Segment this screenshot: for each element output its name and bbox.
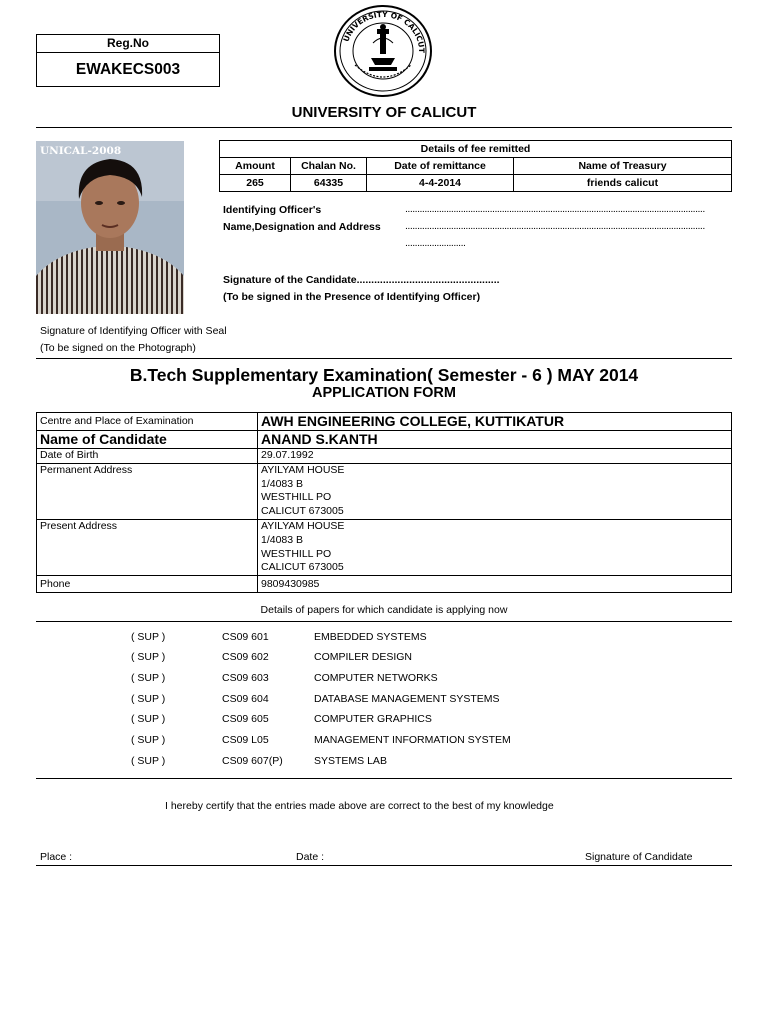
papers-caption: Details of papers for which candidate is applying now <box>260 604 508 616</box>
fee-header: Amount <box>220 158 291 175</box>
form-subtitle: APPLICATION FORM <box>312 385 456 401</box>
paper-code: CS09 607(P) <box>222 755 283 767</box>
paper-type: ( SUP ) <box>131 734 166 746</box>
university-name: UNIVERSITY OF CALICUT <box>291 104 477 121</box>
name-value: ANAND S.KANTH <box>258 431 732 449</box>
photo-sign-note: (To be signed on the Photograph) <box>40 342 196 354</box>
paper-name: COMPUTER NETWORKS <box>314 672 438 684</box>
reg-no-value: EWAKECS003 <box>75 61 181 78</box>
permanent-address-value <box>258 463 732 519</box>
name-label: Name of Candidate <box>37 431 258 449</box>
fee-chalan: 64335 <box>291 175 367 192</box>
candidate-signature-label: Signature of Candidate <box>585 851 693 863</box>
centre-value: AWH ENGINEERING COLLEGE, KUTTIKATUR <box>258 413 732 431</box>
divider <box>36 358 732 359</box>
fee-date: 4-4-2014 <box>367 175 514 192</box>
address-line: CALICUT 673005 <box>261 505 344 518</box>
divider <box>36 621 732 622</box>
dob-label: Date of Birth <box>37 449 258 464</box>
candidate-signature-line: Signature of the Candidate................................................. <box>223 274 500 286</box>
fee-header: Chalan No. <box>291 158 367 175</box>
reg-no-box <box>36 34 220 87</box>
paper-name: DATABASE MANAGEMENT SYSTEMS <box>314 693 500 705</box>
present-address-value <box>258 519 732 575</box>
address-line: WESTHILL PO <box>261 491 332 504</box>
photo-watermark: UNICAL-2008 <box>40 145 122 157</box>
svg-text:UNIVERSITY OF CALICUT: UNIVERSITY OF CALICUT <box>341 9 427 54</box>
paper-name: SYSTEMS LAB <box>314 755 387 767</box>
officer-label-line1: Identifying Officer's <box>223 204 322 216</box>
officer-dots-3: ......................... <box>405 237 466 249</box>
fee-header: Date of remittance <box>367 158 514 175</box>
presence-note: (To be signed in the Presence of Identifying Officer) <box>223 291 481 303</box>
address-line: AYILYAM HOUSE <box>261 463 345 476</box>
divider <box>36 127 732 128</box>
paper-code: CS09 605 <box>222 713 269 725</box>
date-label: Date : <box>296 851 325 863</box>
officer-dots-1: ............................................................................................................................ <box>405 203 705 215</box>
centre-label: Centre and Place of Examination <box>37 413 258 431</box>
address-line: 1/4083 B <box>261 533 304 546</box>
paper-name: MANAGEMENT INFORMATION SYSTEM <box>314 734 511 746</box>
paper-type: ( SUP ) <box>131 693 166 705</box>
place-label: Place : <box>40 851 73 863</box>
present-address-label: Present Address <box>37 519 258 575</box>
paper-code: CS09 602 <box>222 651 269 663</box>
divider <box>36 778 732 779</box>
fee-treasury: friends calicut <box>514 175 732 192</box>
officer-seal-note: Signature of Identifying Officer with Seal <box>40 325 227 337</box>
address-line: 1/4083 B <box>261 477 304 490</box>
paper-name: EMBEDDED SYSTEMS <box>314 631 427 643</box>
paper-type: ( SUP ) <box>131 672 166 684</box>
paper-type: ( SUP ) <box>131 651 166 663</box>
address-line: AYILYAM HOUSE <box>261 519 345 532</box>
fee-amount: 265 <box>220 175 291 192</box>
paper-type: ( SUP ) <box>131 713 166 725</box>
reg-no-label: Reg.No <box>37 35 219 53</box>
dob-value: 29.07.1992 <box>258 449 732 464</box>
fee-table <box>219 140 732 192</box>
paper-code: CS09 L05 <box>222 734 269 746</box>
certification-statement: I hereby certify that the entries made above are correct to the best of my knowledge <box>165 800 554 812</box>
paper-code: CS09 601 <box>222 631 269 643</box>
divider <box>36 865 732 866</box>
exam-title: B.Tech Supplementary Examination( Semester - 6 ) MAY 2014 <box>129 365 639 385</box>
fee-caption: Details of fee remitted <box>220 141 732 158</box>
phone-value: 9809430985 <box>258 576 732 593</box>
university-seal-icon <box>333 3 433 99</box>
permanent-address-label: Permanent Address <box>37 463 258 519</box>
paper-name: COMPUTER GRAPHICS <box>314 713 432 725</box>
address-line: CALICUT 673005 <box>261 561 344 574</box>
paper-type: ( SUP ) <box>131 631 166 643</box>
officer-label-line2: Name,Designation and Address <box>223 221 381 233</box>
candidate-photo <box>36 141 184 314</box>
officer-dots-2: ............................................................................................................................ <box>405 220 705 232</box>
paper-code: CS09 604 <box>222 693 269 705</box>
fee-header: Name of Treasury <box>514 158 732 175</box>
address-line: WESTHILL PO <box>261 547 332 560</box>
paper-type: ( SUP ) <box>131 755 166 767</box>
phone-label: Phone <box>37 576 258 593</box>
paper-code: CS09 603 <box>222 672 269 684</box>
candidate-details-table <box>36 412 732 593</box>
paper-name: COMPILER DESIGN <box>314 651 413 663</box>
